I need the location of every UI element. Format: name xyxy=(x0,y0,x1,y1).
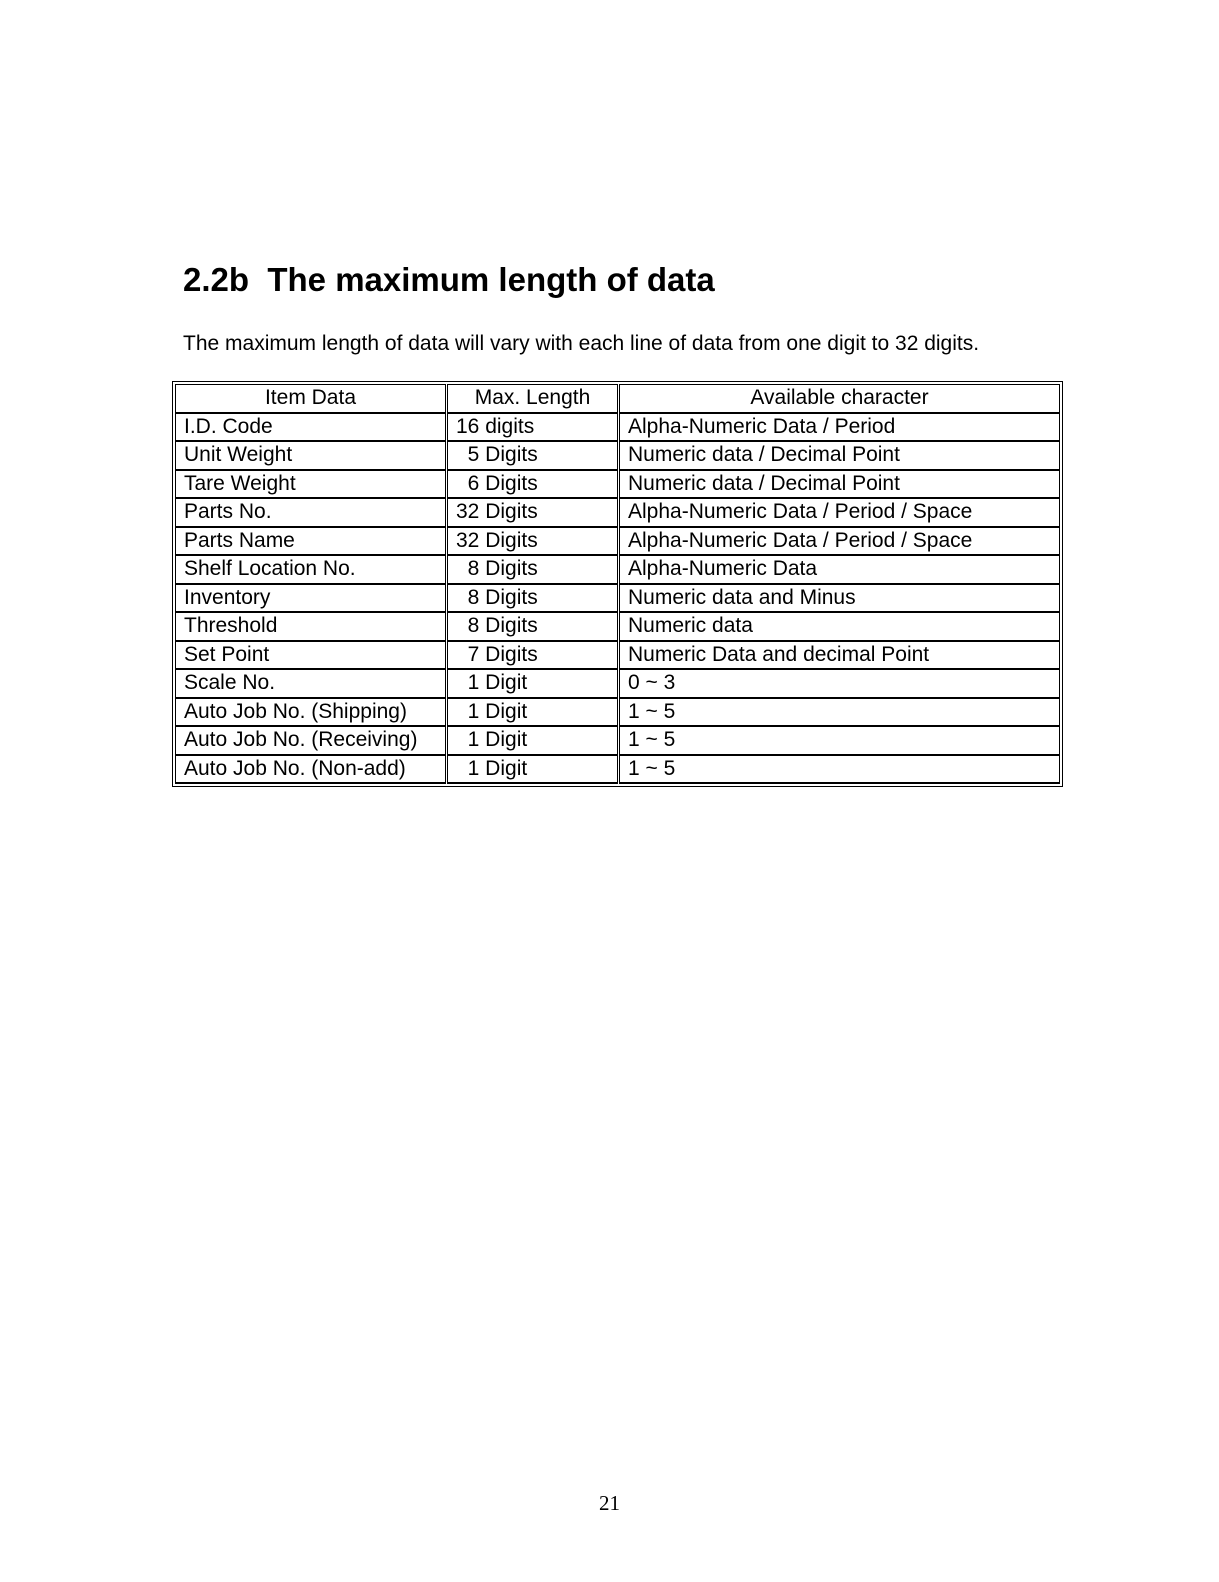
header-max-length: Max. Length xyxy=(447,385,619,413)
available-character-cell: Alpha-Numeric Data / Period xyxy=(619,413,1060,442)
table-row xyxy=(176,498,1060,527)
item-data-cell: Set Point xyxy=(176,641,447,670)
available-character-cell: Numeric data and Minus xyxy=(619,584,1060,613)
page-number: 21 xyxy=(599,1491,620,1515)
section-heading: 2.2b The maximum length of data xyxy=(183,261,715,298)
table-row xyxy=(176,413,1060,442)
item-data-cell: Parts Name xyxy=(176,527,447,556)
available-character-cell: 1 ~ 5 xyxy=(619,726,1060,755)
table-row xyxy=(176,755,1060,784)
max-length-cell: 16 digits xyxy=(447,413,619,442)
available-character-cell: Numeric data xyxy=(619,612,1060,641)
item-data-cell: Inventory xyxy=(176,584,447,613)
table-row xyxy=(176,441,1060,470)
available-character-cell: Numeric data / Decimal Point xyxy=(619,441,1060,470)
table-row xyxy=(176,612,1060,641)
max-length-cell: 1 Digit xyxy=(447,698,619,727)
data-length-table-frame xyxy=(172,381,1063,787)
table-header-row xyxy=(176,385,1060,413)
max-length-cell: 8 Digits xyxy=(447,612,619,641)
item-data-cell: Auto Job No. (Receiving) xyxy=(176,726,447,755)
item-data-cell: Shelf Location No. xyxy=(176,555,447,584)
item-data-cell: Scale No. xyxy=(176,669,447,698)
intro-paragraph: The maximum length of data will vary with each line of data from one digit to 32 digits. xyxy=(183,332,980,355)
max-length-cell: 7 Digits xyxy=(447,641,619,670)
item-data-cell: Unit Weight xyxy=(176,441,447,470)
max-length-cell: 5 Digits xyxy=(447,441,619,470)
item-data-cell: Parts No. xyxy=(176,498,447,527)
max-length-cell: 8 Digits xyxy=(447,584,619,613)
header-available-character: Available character xyxy=(619,385,1060,413)
available-character-cell: Alpha-Numeric Data / Period / Space xyxy=(619,498,1060,527)
max-length-cell: 32 Digits xyxy=(447,527,619,556)
table-row xyxy=(176,470,1060,499)
table-row xyxy=(176,726,1060,755)
item-data-cell: Auto Job No. (Shipping) xyxy=(176,698,447,727)
item-data-cell: Auto Job No. (Non-add) xyxy=(176,755,447,784)
max-length-cell: 1 Digit xyxy=(447,755,619,784)
max-length-cell: 1 Digit xyxy=(447,726,619,755)
item-data-cell: Tare Weight xyxy=(176,470,447,499)
table-row xyxy=(176,698,1060,727)
item-data-cell: I.D. Code xyxy=(176,413,447,442)
available-character-cell: 1 ~ 5 xyxy=(619,755,1060,784)
max-length-cell: 8 Digits xyxy=(447,555,619,584)
available-character-cell: Numeric Data and decimal Point xyxy=(619,641,1060,670)
data-length-table xyxy=(175,384,1060,784)
available-character-cell: Alpha-Numeric Data / Period / Space xyxy=(619,527,1060,556)
max-length-cell: 1 Digit xyxy=(447,669,619,698)
available-character-cell: 0 ~ 3 xyxy=(619,669,1060,698)
item-data-cell: Threshold xyxy=(176,612,447,641)
table-row xyxy=(176,555,1060,584)
header-item-data: Item Data xyxy=(176,385,447,413)
available-character-cell: Numeric data / Decimal Point xyxy=(619,470,1060,499)
available-character-cell: Alpha-Numeric Data xyxy=(619,555,1060,584)
table-row xyxy=(176,527,1060,556)
table-row xyxy=(176,669,1060,698)
max-length-cell: 6 Digits xyxy=(447,470,619,499)
max-length-cell: 32 Digits xyxy=(447,498,619,527)
available-character-cell: 1 ~ 5 xyxy=(619,698,1060,727)
table-row xyxy=(176,584,1060,613)
table-row xyxy=(176,641,1060,670)
